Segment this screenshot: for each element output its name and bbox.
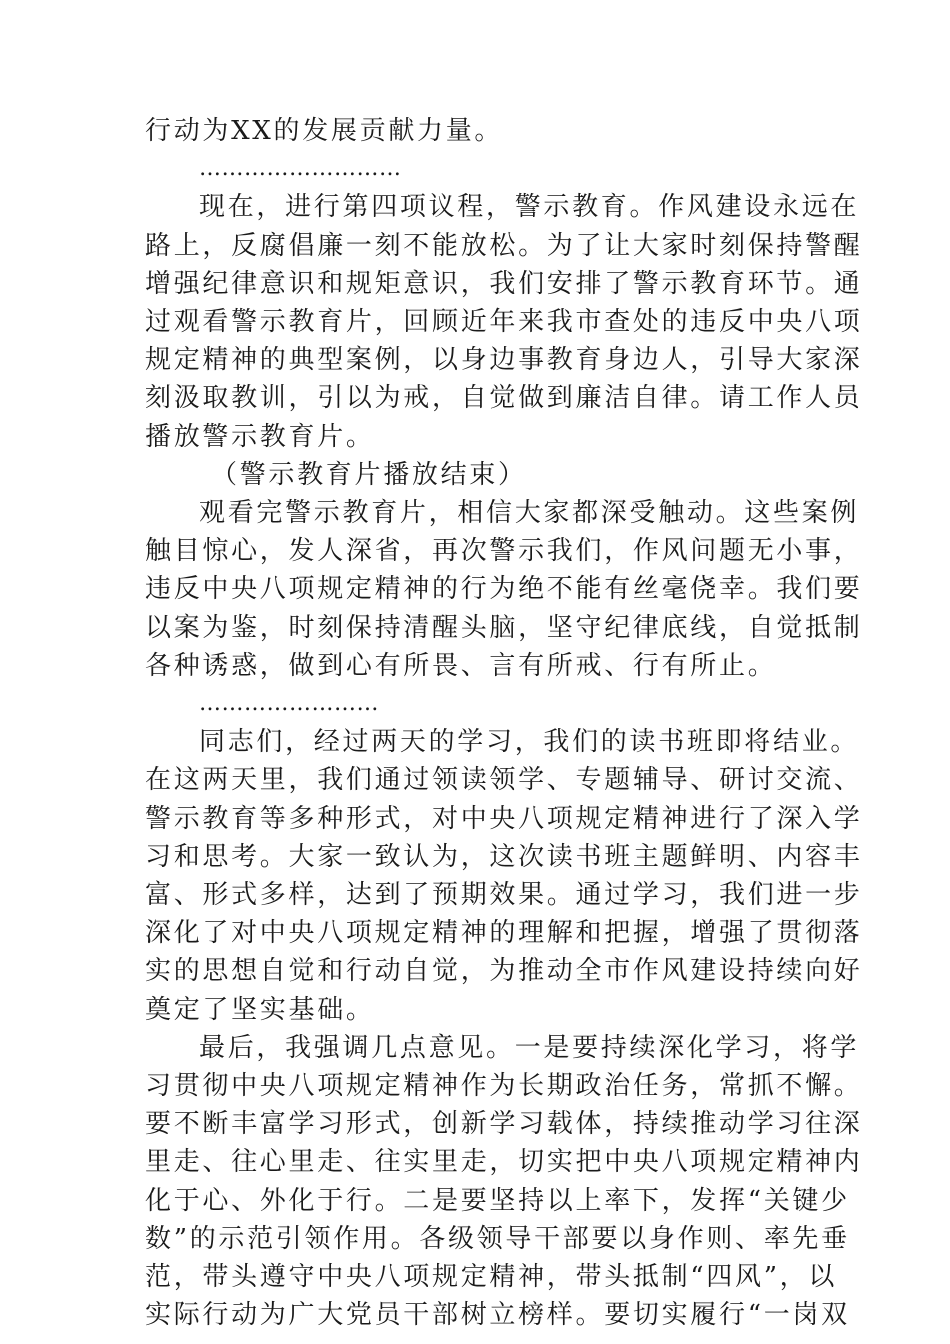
paragraph-line: 违反中央八项规定精神的行为绝不能有丝毫侥幸。我们要 xyxy=(145,574,863,605)
paragraph-line: 规定精神的典型案例，以身边事教育身边人，引导大家深 xyxy=(145,345,863,376)
paragraph-line: 在这两天里，我们通过领读领学、专题辅导、研讨交流、 xyxy=(145,765,863,796)
paragraph-line: 观看完警示教育片，相信大家都深受触动。这些案例 xyxy=(199,498,860,529)
document-page xyxy=(145,112,863,1335)
paragraph-line: 增强纪律意识和规矩意识，我们安排了警示教育环节。通 xyxy=(145,268,863,299)
paragraph-line: 深化了对中央八项规定精神的理解和把握，增强了贯彻落 xyxy=(145,918,863,949)
paragraph-line: 路上，反腐倡廉一刻不能放松。为了让大家时刻保持警醒 xyxy=(145,230,863,261)
ellipsis-separator: ……………………… xyxy=(199,156,402,182)
paragraph-line: 要不断丰富学习形式，创新学习载体，持续推动学习往深 xyxy=(145,1109,863,1140)
paragraph-line: 实际行动为广大党员干部树立榜样。要切实履行“一岗双 xyxy=(145,1300,850,1331)
paragraph-line: 实的思想自觉和行动自觉，为推动全市作风建设持续向好 xyxy=(145,956,863,987)
paragraph-line: 警示教育等多种形式，对中央八项规定精神进行了深入学 xyxy=(145,803,863,834)
paragraph-line: 触目惊心，发人深省，再次警示我们，作风问题无小事， xyxy=(145,536,863,567)
paragraph-line: 刻汲取教训，引以为戒，自觉做到廉洁自律。请工作人员 xyxy=(145,383,863,414)
paragraph-line: 数”的示范引领作用。各级领导干部要以身作则、率先垂 xyxy=(145,1223,850,1254)
paragraph-line: 过观看警示教育片，回顾近年来我市查处的违反中央八项 xyxy=(145,307,863,338)
stage-direction-note: （警示教育片播放结束） xyxy=(211,459,527,490)
paragraph-line: 习和思考。大家一致认为，这次读书班主题鲜明、内容丰 xyxy=(145,841,863,872)
paragraph-line: 现在，进行第四项议程，警示教育。作风建设永远在 xyxy=(199,192,860,223)
paragraph-line: 以案为鉴，时刻保持清醒头脑，坚守纪律底线，自觉抵制 xyxy=(145,612,863,643)
paragraph-line: 习贯彻中央八项规定精神作为长期政治任务，常抓不懈。 xyxy=(145,1071,863,1102)
paragraph-line: 奠定了坚实基础。 xyxy=(145,994,375,1025)
paragraph-line: 行动为XX的发展贡献力量。 xyxy=(145,116,504,146)
paragraph-line: 同志们，经过两天的学习，我们的读书班即将结业。 xyxy=(199,727,860,758)
paragraph-line: 播放警示教育片。 xyxy=(145,421,375,452)
paragraph-line: 范，带头遵守中央八项规定精神，带头抵制“四风”，以 xyxy=(145,1262,838,1293)
ellipsis-separator: …………………… xyxy=(199,691,379,717)
paragraph-line: 各种诱惑，做到心有所畏、言有所戒、行有所止。 xyxy=(145,650,777,681)
paragraph-line: 最后，我强调几点意见。一是要持续深化学习，将学 xyxy=(199,1032,860,1063)
paragraph-line: 化于心、外化于行。二是要坚持以上率下，发挥“关键少 xyxy=(145,1185,850,1216)
paragraph-line: 富、形式多样，达到了预期效果。通过学习，我们进一步 xyxy=(145,880,863,911)
paragraph-line: 里走、往心里走、往实里走，切实把中央八项规定精神内 xyxy=(145,1147,863,1178)
